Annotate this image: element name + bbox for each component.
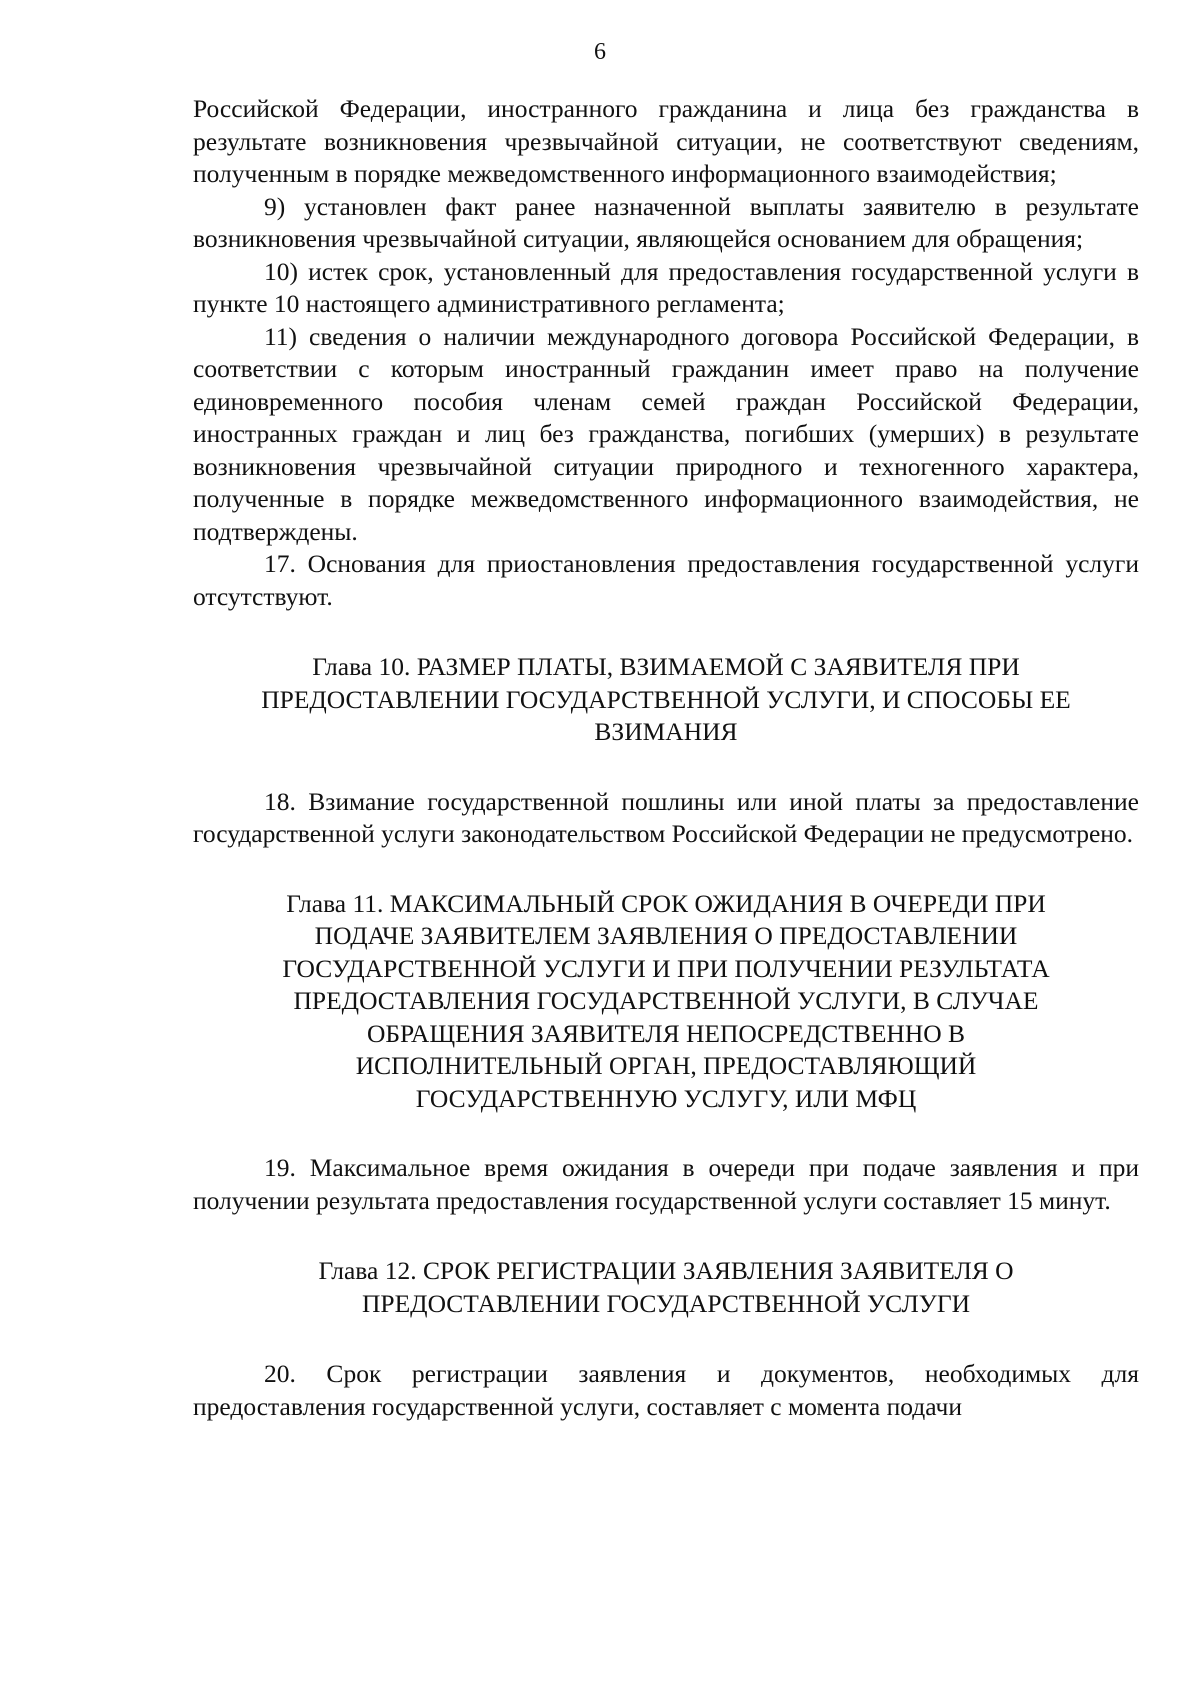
document-body bbox=[193, 93, 1139, 1423]
paragraph-item-11: 11) сведения о наличии международного договора Российской Федерации, в соответствии с которым иностранный гражданин имеет право на получение единовременного пособия членам семей граждан Российской Федерации, иностранных граждан и лиц без гражданства, погибших (умерших) в результате возникновения чрезвычайной ситуации природного и техногенного характера, полученные в порядке межведомственного информационного взаимодействия, не подтверждены. bbox=[193, 321, 1139, 546]
chapter-11-heading-line: ИСПОЛНИТЕЛЬНЫЙ ОРГАН, ПРЕДОСТАВЛЯЮЩИЙ bbox=[355, 1051, 977, 1080]
chapter-10-heading-line: Глава 10. РАЗМЕР ПЛАТЫ, ВЗИМАЕМОЙ С ЗАЯВИТЕЛЯ ПРИ bbox=[312, 652, 1020, 681]
chapter-10-heading-line: ВЗИМАНИЯ bbox=[594, 717, 738, 746]
chapter-11-heading-line: ГОСУДАРСТВЕННОЙ УСЛУГИ И ПРИ ПОЛУЧЕНИИ РЕЗУЛЬТАТА bbox=[282, 953, 1050, 983]
chapter-10-heading bbox=[193, 651, 1139, 749]
paragraph-20: 20. Срок регистрации заявления и документов, необходимых для предоставления государственной услуги, составляет с момента подачи bbox=[193, 1359, 1139, 1421]
chapter-12-heading-line: Глава 12. СРОК РЕГИСТРАЦИИ ЗАЯВЛЕНИЯ ЗАЯВИТЕЛЯ О bbox=[318, 1256, 1014, 1285]
chapter-12-heading bbox=[193, 1255, 1139, 1320]
chapter-11-heading-line: ПОДАЧЕ ЗАЯВИТЕЛЕМ ЗАЯВЛЕНИЯ О ПРЕДОСТАВЛЕНИИ bbox=[314, 921, 1018, 950]
paragraph-item-9: 9) установлен факт ранее назначенной выплаты заявителю в результате возникновения чрезвычайной ситуации, являющейся основанием для обращения; bbox=[193, 191, 1139, 253]
chapter-11-heading bbox=[193, 888, 1139, 1116]
paragraph-18: 18. Взимание государственной пошлины или иной платы за предоставление государственной услуги законодательством Российской Федерации не предусмотрено. bbox=[193, 786, 1139, 848]
chapter-11-heading-line: ПРЕДОСТАВЛЕНИЯ ГОСУДАРСТВЕННОЙ УСЛУГИ, В СЛУЧАЕ bbox=[293, 986, 1039, 1015]
paragraph-17: 17. Основания для приостановления предоставления государственной услуги отсутствуют. bbox=[193, 549, 1139, 611]
chapter-10-heading-line: ПРЕДОСТАВЛЕНИИ ГОСУДАРСТВЕННОЙ УСЛУГИ, И СПОСОБЫ ЕЕ bbox=[261, 684, 1071, 714]
chapter-11-heading-line: Глава 11. МАКСИМАЛЬНЫЙ СРОК ОЖИДАНИЯ В ОЧЕРЕДИ ПРИ bbox=[286, 888, 1046, 918]
paragraph-19: 19. Максимальное время ожидания в очереди при подаче заявления и при получении результата предоставления государственной услуги составляет 15 минут. bbox=[193, 1153, 1139, 1215]
paragraph-intro-continuation: Российской Федерации, иностранного гражданина и лица без гражданства в результате возникновения чрезвычайной ситуации, не соответствуют сведениям, полученным в порядке межведомственного информационного взаимодействия; bbox=[193, 94, 1139, 188]
page-number: 6 bbox=[594, 39, 606, 65]
chapter-12-heading-line: ПРЕДОСТАВЛЕНИИ ГОСУДАРСТВЕННОЙ УСЛУГИ bbox=[362, 1288, 970, 1318]
chapter-11-heading-line: ОБРАЩЕНИЯ ЗАЯВИТЕЛЯ НЕПОСРЕДСТВЕННО В bbox=[366, 1018, 966, 1048]
chapter-11-heading-line: ГОСУДАРСТВЕННУЮ УСЛУГУ, ИЛИ МФЦ bbox=[415, 1083, 917, 1113]
paragraph-item-10: 10) истек срок, установленный для предоставления государственной услуги в пункте 10 настоящего административного регламента; bbox=[193, 256, 1139, 318]
